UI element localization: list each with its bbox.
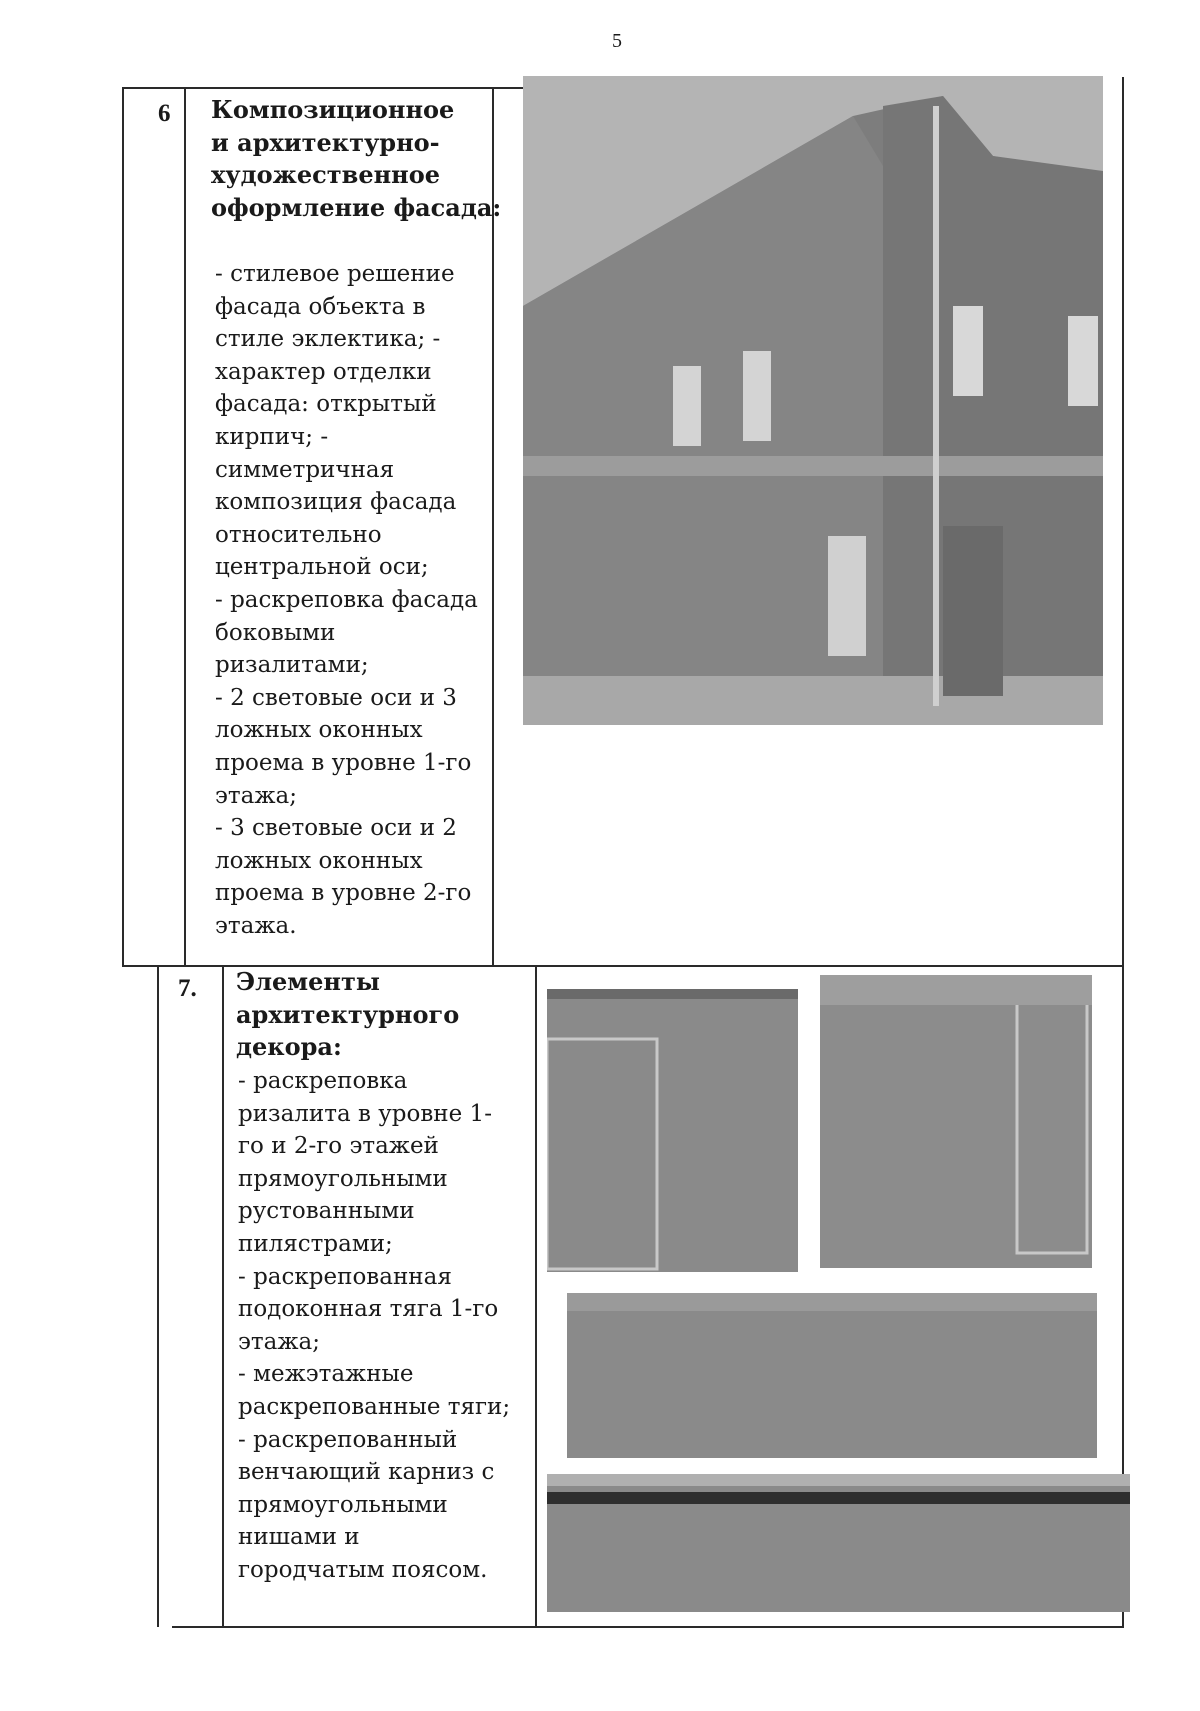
pilaster-photo-left <box>547 989 798 1272</box>
pilaster-photo-right <box>820 975 1092 1268</box>
row-number: 7. <box>178 975 197 1002</box>
row-description: - стилевое решение фасада объекта в стиле эклектика; - характер отделки фасада: открытый кирпич; - симметричная композиция фасада относительно центральной оси; - раскреповка фасада боковыми ризалитами; - 2 световые оси и 3 ложных оконных проема в уровне 1-го этажа; - 3 световые оси и 2 ложных оконных проема в уровне 2-го этажа. <box>215 261 478 939</box>
table-border-left <box>122 87 124 967</box>
page-number: 5 <box>612 30 622 52</box>
row-number: 6 <box>158 100 171 127</box>
building-facade-photo <box>523 76 1103 725</box>
table-border-left-2 <box>157 967 159 1627</box>
table-border-right <box>1122 77 1124 1627</box>
window-sill-cornice-photo <box>567 1293 1097 1458</box>
row-description: - раскреповка ризалита в уровне 1- го и 2-го этажей прямоугольными рустованными пилястрами; - раскрепованная подоконная тяга 1-го этажа; - межэтажные раскрепованные тяги; - раскрепованный венчающий карниз с прямоугольными нишами и городчатым поясом. <box>238 1068 511 1583</box>
table-border-bottom <box>172 1626 1124 1628</box>
crowning-cornice-photo <box>547 1474 1130 1612</box>
number-col-divider-2 <box>222 967 224 1627</box>
row-heading: Элементы архитектурного декора: <box>236 967 460 1061</box>
number-col-divider-1 <box>184 87 186 967</box>
desc-col-divider-2 <box>535 967 537 1627</box>
row-heading: Композиционное и архитектурно- художественное оформление фасада: <box>211 95 502 222</box>
